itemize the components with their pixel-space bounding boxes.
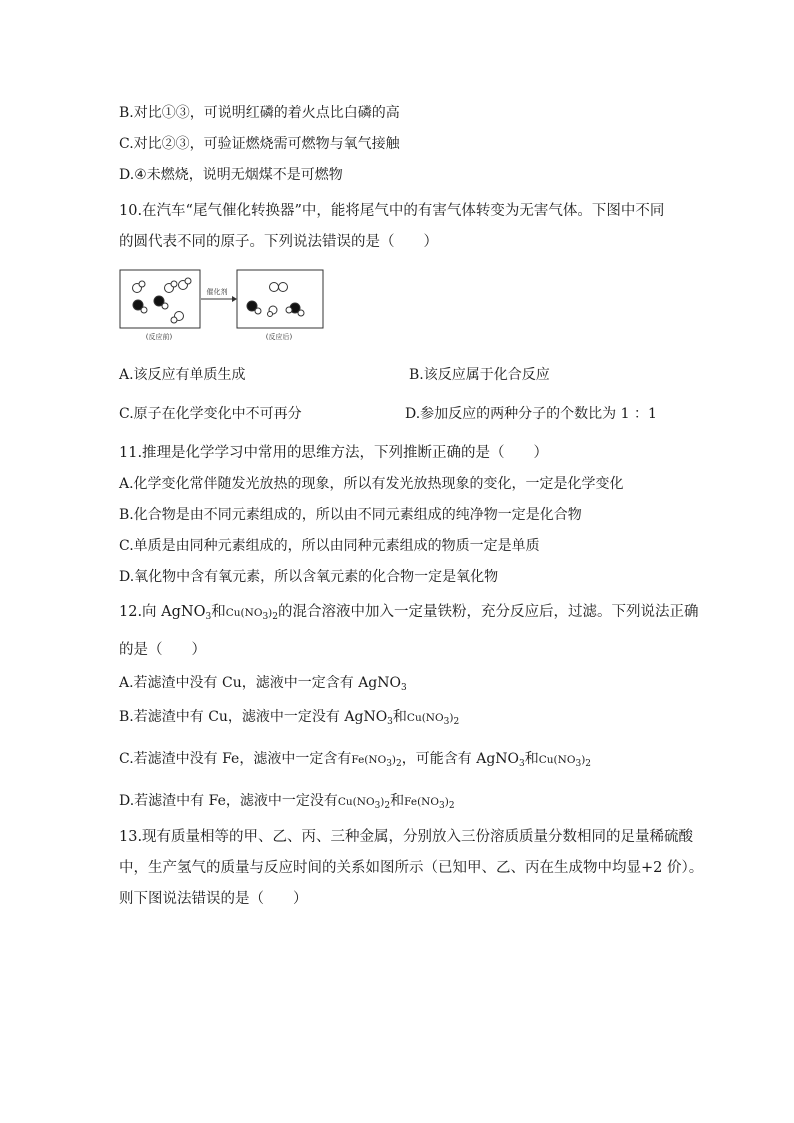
q10-option-b: B.该反应属于化合反应 <box>409 367 550 383</box>
after-label: (反应后) <box>265 333 293 341</box>
q11-option-d: D.氧化物中含有氧元素，所以含氧元素的化合物一定是氧化物 <box>119 569 499 585</box>
q12-stem-line1: 12.向 AgNO$_3$和$Cu(NO_3)_2$的混合溶液中加入一定量铁粉，充分反应后，过滤。下列说法正确 <box>119 604 699 622</box>
q12-option-c: C.若滤渣中没有 Fe，滤液中一定含有$Fe(NO_3)_2$，可能含有 AgNO$_3$和$Cu(NO_3)_2$ <box>119 751 592 769</box>
q11-option-b: B.化合物是由不同元素组成的，所以由不同元素组成的纯净物一定是化合物 <box>119 507 582 523</box>
q10-option-a: A.该反应有单质生成 <box>119 367 246 383</box>
q10-option-d: D.参加反应的两种分子的个数比为 1 ：1 <box>405 406 657 422</box>
reaction-diagram <box>119 268 329 344</box>
q12-option-b: B.若滤渣中有 Cu，滤液中一定没有 AgNO$_3$和$Cu(NO_3)_2$ <box>119 709 460 727</box>
arrow-label: 催化剂 <box>206 288 228 296</box>
q13-line2: 中，生产氢气的质量与反应时间的关系如图所示（已知甲、乙、丙在生成物中均显+2 价）。 <box>119 860 704 876</box>
q10-stem-line1: 10.在汽车“尾气催化转换器”中，能将尾气中的有害气体转变为无害气体。下图中不同 <box>119 203 665 219</box>
q13-line3: 则下图说法错误的是（ ） <box>119 891 308 907</box>
q11-stem: 11.推理是化学学习中常用的思维方法，下列推断正确的是（ ） <box>119 445 549 461</box>
q10-option-c: C.原子在化学变化中不可再分 <box>119 406 302 422</box>
q13-line1: 13.现有质量相等的甲、乙、丙、三种金属，分别放入三份溶质质量分数相同的足量稀硫酸 <box>119 829 694 845</box>
before-label: (反应前) <box>145 333 173 341</box>
q12-stem-line2: 的是（ ） <box>119 642 206 658</box>
q12-option-a: A.若滤渣中没有 Cu，滤液中一定含有 AgNO$_3$ <box>119 675 407 693</box>
q11-option-c: C.单质是由同种元素组成的，所以由同种元素组成的物质一定是单质 <box>119 538 540 554</box>
q12-option-d: D.若滤渣中有 Fe，滤液中一定没有$Cu(NO_3)_2$和$Fe(NO_3)_2$ <box>119 793 455 811</box>
q11-option-a: A.化学变化常伴随发光放热的现象，所以有发光放热现象的变化，一定是化学变化 <box>119 476 624 492</box>
q9-option-d: D.④未燃烧，说明无烟煤不是可燃物 <box>119 167 343 183</box>
q9-option-c: C.对比②③，可验证燃烧需可燃物与氧气接触 <box>119 136 400 152</box>
q9-option-b: B.对比①③，可说明红磷的着火点比白磷的高 <box>119 105 400 121</box>
q10-stem-line2: 的圆代表不同的原子。下列说法错误的是（ ） <box>119 234 438 250</box>
